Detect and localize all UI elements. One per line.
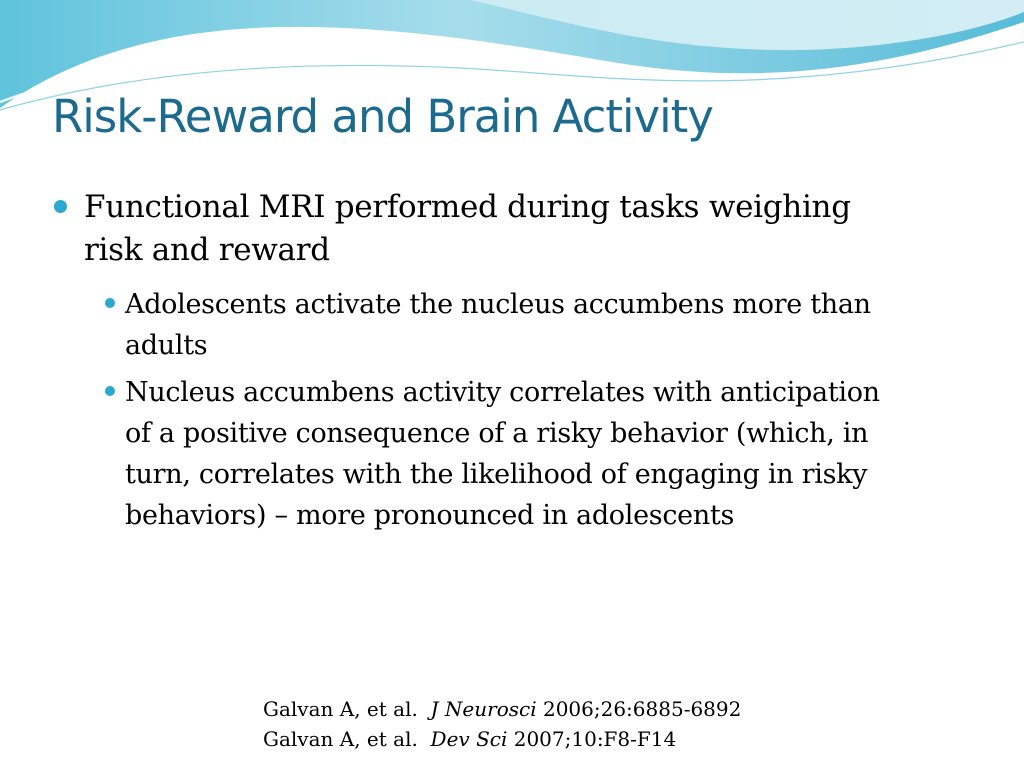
sub-bullet-list <box>84 284 892 536</box>
citation-journal: Dev Sci <box>430 727 508 751</box>
sub-bullet-item <box>84 284 892 366</box>
bullet-dot-icon <box>54 200 67 213</box>
citations <box>263 694 741 754</box>
sub-bullet-text: Adolescents activate the nucleus accumbens more than adults <box>125 289 871 361</box>
sub-bullet-item <box>84 372 892 536</box>
citation-details: 2006;26:6885-6892 <box>542 697 742 721</box>
citation <box>263 724 741 754</box>
slide-title: Risk-Reward and Brain Activity <box>52 90 713 143</box>
citation-authors: Galvan A, et al. <box>263 727 418 751</box>
bullet-list <box>52 186 892 542</box>
bullet-item <box>52 186 892 536</box>
citation <box>263 694 741 724</box>
citation-details: 2007;10:F8-F14 <box>513 727 677 751</box>
bullet-text: Functional MRI performed during tasks weighing risk and reward <box>84 189 851 268</box>
citation-authors: Galvan A, et al. <box>263 697 418 721</box>
sub-bullet-text: Nucleus accumbens activity correlates with anticipation of a positive consequence of a risky behavior (which, in turn, correlates with the likelihood of engaging in risky behaviors) – more pronounced in adolescents <box>125 377 880 531</box>
sub-bullet-dot-icon <box>105 298 115 308</box>
citation-journal: J Neurosci <box>430 697 537 721</box>
sub-bullet-dot-icon <box>105 386 115 396</box>
